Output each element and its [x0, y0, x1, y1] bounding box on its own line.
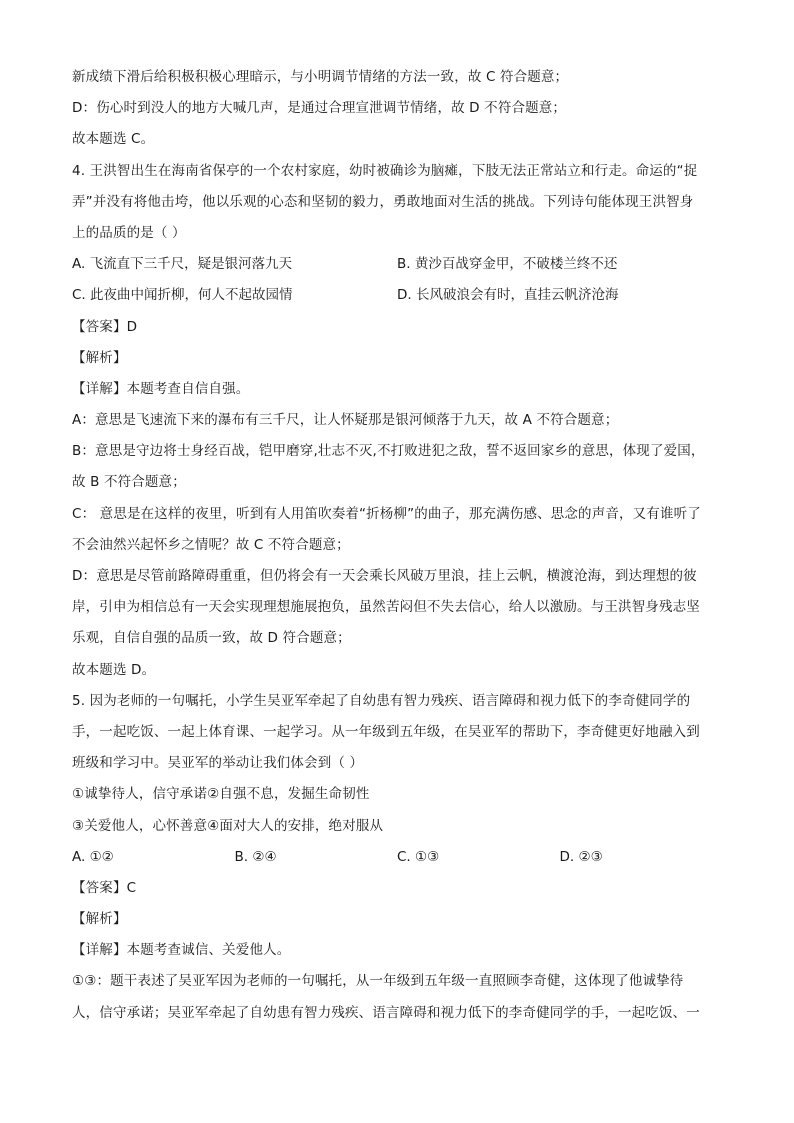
text-line: 故本题选 C。: [72, 131, 155, 148]
text-line: D：伤心时到没人的地方大喊几声，是通过合理宣泄调节情绪，故 D 不符合题意；: [72, 100, 567, 117]
explanation-line: B：意思是守边将士身经百战，铠甲磨穿,壮志不灭,不打败进犯之敌，誓不返回家乡的意思，体现了爱国，: [72, 443, 705, 460]
question-5-stem: 5. 因为老师的一句嘱托，小学生吴亚军牵起了自幼患有智力残疾、语言障碍和视力低下的李奇健同学的: [72, 692, 691, 709]
answer-label: 【答案】D: [72, 318, 138, 335]
explanation-line: 故本题选 D。: [72, 661, 156, 678]
question-4-stem: 弄”并没有将他击垮，他以乐观的心态和坚韧的毅力，勇敢地面对生活的挑战。下列诗句能体现王洪智身: [72, 193, 694, 210]
explanation-line: 故 B 不符合题意；: [72, 474, 186, 491]
explanation-line: D：意思是尽管前路障碍重重，但仍将会有一天会乘长风破万里浪，挂上云帆，横渡沧海，到达理想的彼: [72, 568, 697, 584]
answer-label: 【答案】C: [72, 879, 137, 896]
question-4-options-row: [72, 280, 722, 311]
explanation-line: 岸，引申为相信总有一天会实现理想施展抱负，虽然苦闷但不失去信心，给人以激励。与王洪智身残志坚: [72, 599, 700, 616]
explanation-line: 人，信守承诺；吴亚军牵起了自幼患有智力残疾、语言障碍和视力低下的李奇健同学的手，一起吃饭、一: [72, 1004, 700, 1021]
analysis-label: 【解析】: [72, 349, 127, 366]
question-5-stem: 班级和学习中。吴亚军的举动让我们体会到（ ）: [72, 755, 364, 772]
option-d: D. 长风破浪会有时，直挂云帆济沧海: [397, 287, 619, 304]
explanation-line: 【详解】本题考查自信自强。: [72, 380, 250, 397]
explanation-line: ①③：题干表述了吴亚军因为老师的一句嘱托，从一年级到五年级一直照顾李奇健，这体现了他诚挚待: [72, 973, 684, 990]
question-5-stem: ③关爱他人，心怀善意④面对大人的安排，绝对服从: [72, 817, 384, 834]
analysis-label: 【解析】: [72, 911, 127, 928]
question-4-stem: 4. 王洪智出生在海南省保亭的一个农村家庭，幼时被确诊为脑瘫，下肢无法正常站立和行走。命运的“捉: [72, 162, 698, 179]
explanation-line: C： 意思是在这样的夜里，听到有人用笛吹奏着“折杨柳”的曲子，那充满伤感、思念的声音，又有谁听了: [72, 505, 701, 522]
option-c: C. 此夜曲中闻折柳，何人不起故园情: [72, 287, 293, 304]
explanation-line: A：意思是飞速流下来的瀑布有三千尺，让人怀疑那是银河倾落于九天，故 A 不符合题意；: [72, 412, 619, 429]
option-a: A. 飞流直下三千尺，疑是银河落九天: [72, 256, 293, 273]
question-5-options-row: [72, 842, 722, 873]
option-d: D. ②③: [559, 848, 603, 865]
explanation-line: 不会油然兴起怀乡之情呢？故 C 不符合题意；: [72, 536, 350, 553]
question-5-stem: ①诚挚待人，信守承诺②自强不息，发掘生命韧性: [72, 786, 370, 803]
explanation-line: 【详解】本题考查诚信、关爱他人。: [72, 942, 291, 959]
option-c: C. ①③: [397, 848, 440, 865]
document-page: [72, 62, 722, 1029]
question-4-stem: 上的品质的是（ ）: [72, 224, 186, 241]
question-5-stem: 手，一起吃饭、一起上体育课、一起学习。从一年级到五年级，在吴亚军的帮助下，李奇健更好地融入到: [72, 723, 700, 740]
explanation-line: 乐观，自信自强的品质一致，故 D 符合题意；: [72, 630, 351, 647]
option-a: A. ①②: [72, 848, 114, 865]
text-line: 新成绩下滑后给积极积极心理暗示，与小明调节情绪的方法一致，故 C 符合题意；: [72, 69, 569, 85]
option-b: B. 黄沙百战穿金甲，不破楼兰终不还: [397, 256, 618, 273]
question-4-options-row: [72, 249, 722, 280]
option-b: B. ②④: [234, 848, 277, 865]
